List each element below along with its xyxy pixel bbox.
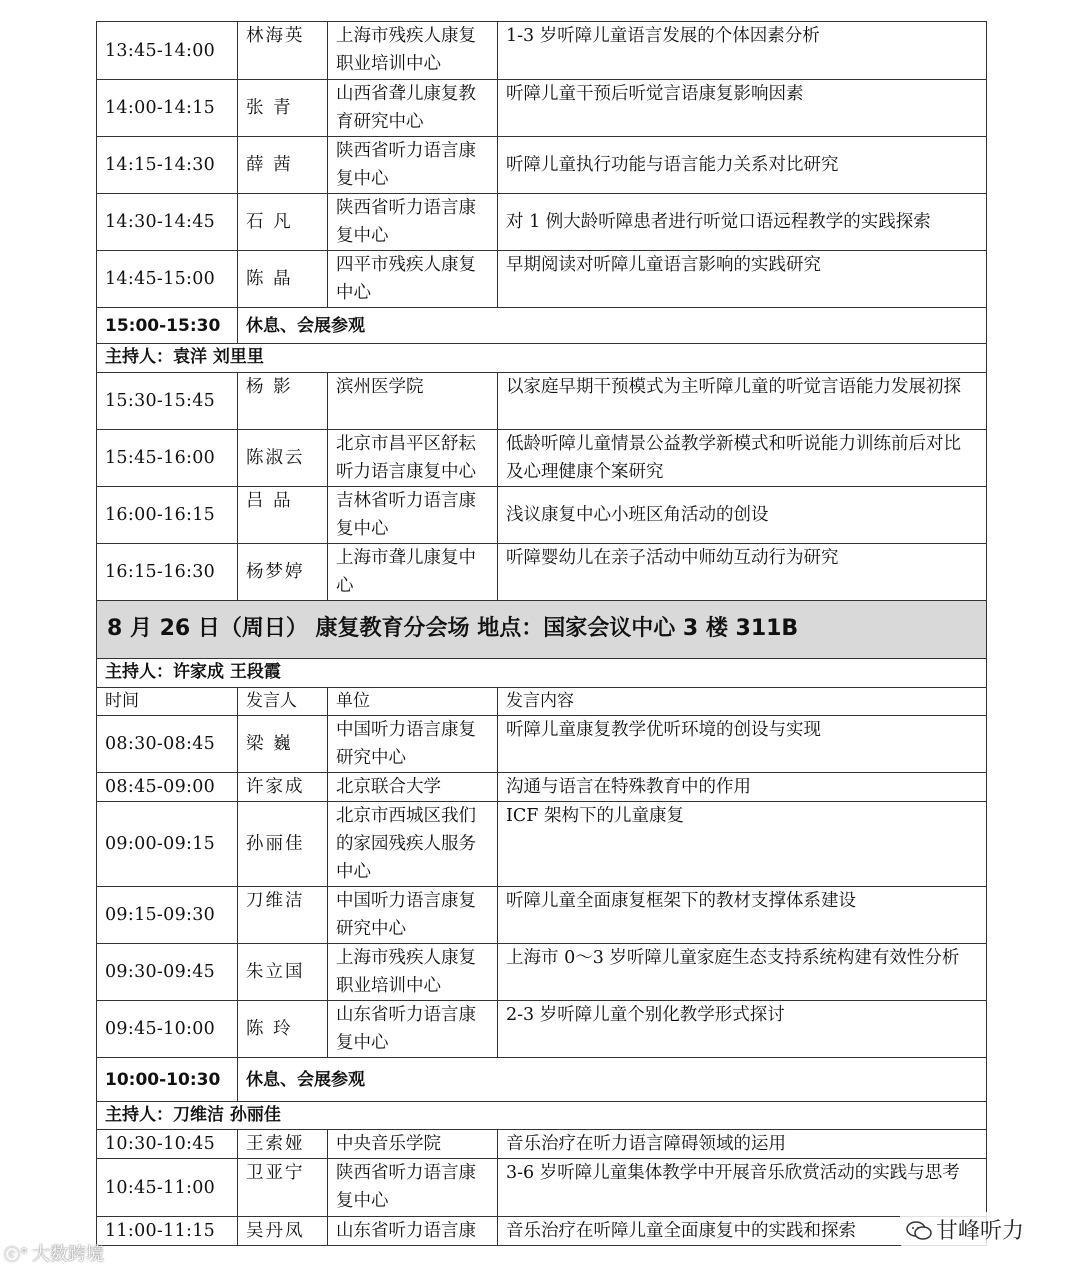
topic-cell: 听障儿童干预后听觉言语康复影响因素 <box>498 80 987 137</box>
org-cell: 中国听力语言康复研究中心 <box>328 716 498 773</box>
org-cell: 北京市昌平区舒耘听力语言康复中心 <box>328 430 498 487</box>
speaker-cell: 孙丽佳 <box>238 802 328 887</box>
org-cell: 中国听力语言康复研究中心 <box>328 887 498 944</box>
speaker-cell: 石 凡 <box>238 194 328 251</box>
time-cell: 16:00-16:15 <box>97 487 238 544</box>
table-row <box>97 773 987 802</box>
topic-cell: 听障儿童执行功能与语言能力关系对比研究 <box>498 137 987 194</box>
table-row <box>97 544 987 601</box>
table-row <box>97 1130 987 1159</box>
column-header-row <box>97 688 987 716</box>
org-cell: 四平市残疾人康复中心 <box>328 251 498 308</box>
table-row <box>97 430 987 487</box>
host-row <box>97 344 987 373</box>
org-cell: 北京市西城区我们的家园残疾人服务中心 <box>328 802 498 887</box>
speaker-cell: 薛 茜 <box>238 137 328 194</box>
org-cell: 北京联合大学 <box>328 773 498 802</box>
topic-cell: 听障儿童康复教学优听环境的创设与实现 <box>498 716 987 773</box>
time-cell: 09:15-09:30 <box>97 887 238 944</box>
speaker-cell: 许家成 <box>238 773 328 802</box>
watermark-left-text: 大数跨境 <box>32 1244 105 1265</box>
speaker-cell: 陈淑云 <box>238 430 328 487</box>
table-row <box>97 1001 987 1058</box>
column-header-topic: 发言内容 <box>498 688 987 716</box>
table-row <box>97 1217 987 1246</box>
table-row <box>97 194 987 251</box>
time-cell: 14:30-14:45 <box>97 194 238 251</box>
break-row <box>97 308 987 344</box>
time-cell: 09:45-10:00 <box>97 1001 238 1058</box>
speaker-cell: 吴丹凤 <box>238 1217 328 1246</box>
org-cell: 中央音乐学院 <box>328 1130 498 1159</box>
column-header-org: 单位 <box>328 688 498 716</box>
host-label: 主持人：袁洋 刘里里 <box>97 344 987 373</box>
section-title: 8 月 26 日（周日） 康复教育分会场 地点：国家会议中心 3 楼 311B <box>97 601 987 659</box>
table-row <box>97 22 987 80</box>
topic-cell: 音乐治疗在听力语言障碍领域的运用 <box>498 1130 987 1159</box>
topic-cell: 早期阅读对听障儿童语言影响的实践研究 <box>498 251 987 308</box>
section-header-row <box>97 601 987 659</box>
table-row <box>97 137 987 194</box>
column-header-speaker: 发言人 <box>238 688 328 716</box>
table-row <box>97 1159 987 1217</box>
schedule-page <box>96 21 986 1246</box>
speaker-cell: 刀维洁 <box>238 887 328 944</box>
org-cell: 山西省聋儿康复教育研究中心 <box>328 80 498 137</box>
topic-cell: 听障儿童全面康复框架下的教材支撑体系建设 <box>498 887 987 944</box>
table-row <box>97 716 987 773</box>
time-cell: 14:00-14:15 <box>97 80 238 137</box>
speaker-cell: 梁 巍 <box>238 716 328 773</box>
table-row <box>97 251 987 308</box>
speaker-cell: 王索娅 <box>238 1130 328 1159</box>
wechat-icon <box>906 1221 932 1241</box>
topic-cell: 2-3 岁听障儿童个别化教学形式探讨 <box>498 1001 987 1058</box>
topic-cell: 上海市 0～3 岁听障儿童家庭生态支持系统构建有效性分析 <box>498 944 987 1001</box>
table-row <box>97 802 987 887</box>
time-cell: 13:45-14:00 <box>97 22 238 80</box>
time-cell: 15:30-15:45 <box>97 373 238 430</box>
org-cell: 上海市残疾人康复职业培训中心 <box>328 944 498 1001</box>
time-cell: 15:45-16:00 <box>97 430 238 487</box>
speaker-cell: 杨梦婷 <box>238 544 328 601</box>
org-cell: 山东省听力语言康 <box>328 1217 498 1246</box>
schedule-table <box>96 21 987 1246</box>
time-cell: 09:30-09:45 <box>97 944 238 1001</box>
org-cell: 滨州医学院 <box>328 373 498 430</box>
watermark-logo-icon: ⓒ° <box>4 1245 29 1264</box>
topic-cell: 3-6 岁听障儿童集体教学中开展音乐欣赏活动的实践与思考 <box>498 1159 987 1217</box>
topic-cell: 对 1 例大龄听障患者进行听觉口语远程教学的实践探索 <box>498 194 987 251</box>
speaker-cell: 陈 晶 <box>238 251 328 308</box>
org-cell: 山东省听力语言康复中心 <box>328 1001 498 1058</box>
topic-cell: 低龄听障儿童情景公益教学新模式和听说能力训练前后对比及心理健康个案研究 <box>498 430 987 487</box>
org-cell: 陕西省听力语言康复中心 <box>328 137 498 194</box>
break-label: 休息、会展参观 <box>238 1058 987 1102</box>
watermark-left <box>4 1240 104 1266</box>
time-cell: 08:45-09:00 <box>97 773 238 802</box>
break-time: 15:00-15:30 <box>97 308 238 344</box>
org-cell: 陕西省听力语言康复中心 <box>328 1159 498 1217</box>
time-cell: 14:15-14:30 <box>97 137 238 194</box>
table-row <box>97 80 987 137</box>
topic-cell: 听障婴幼儿在亲子活动中师幼互动行为研究 <box>498 544 987 601</box>
time-cell: 16:15-16:30 <box>97 544 238 601</box>
column-header-time: 时间 <box>97 688 238 716</box>
time-cell: 14:45-15:00 <box>97 251 238 308</box>
host-label: 主持人：许家成 王段霞 <box>97 659 987 688</box>
speaker-cell: 朱立国 <box>238 944 328 1001</box>
org-cell: 上海市聋儿康复中心 <box>328 544 498 601</box>
time-cell: 08:30-08:45 <box>97 716 238 773</box>
speaker-cell: 卫亚宁 <box>238 1159 328 1217</box>
speaker-cell: 杨 影 <box>238 373 328 430</box>
org-cell: 上海市残疾人康复职业培训中心 <box>328 22 498 80</box>
host-row <box>97 1102 987 1130</box>
break-label: 休息、会展参观 <box>238 308 987 344</box>
speaker-cell: 张 青 <box>238 80 328 137</box>
time-cell: 10:30-10:45 <box>97 1130 238 1159</box>
break-row <box>97 1058 987 1102</box>
speaker-cell: 林海英 <box>238 22 328 80</box>
topic-cell: 以家庭早期干预模式为主听障儿童的听觉言语能力发展初探 <box>498 373 987 430</box>
host-row <box>97 659 987 688</box>
host-label: 主持人：刀维洁 孙丽佳 <box>97 1102 987 1130</box>
watermark-right <box>900 1212 1030 1247</box>
speaker-cell: 吕 品 <box>238 487 328 544</box>
speaker-cell: 陈 玲 <box>238 1001 328 1058</box>
time-cell: 11:00-11:15 <box>97 1217 238 1246</box>
topic-cell: 1-3 岁听障儿童语言发展的个体因素分析 <box>498 22 987 80</box>
time-cell: 10:45-11:00 <box>97 1159 238 1217</box>
org-cell: 吉林省听力语言康复中心 <box>328 487 498 544</box>
break-time: 10:00-10:30 <box>97 1058 238 1102</box>
table-row <box>97 944 987 1001</box>
table-row <box>97 887 987 944</box>
time-cell: 09:00-09:15 <box>97 802 238 887</box>
topic-cell: 浅议康复中心小班区角活动的创设 <box>498 487 987 544</box>
topic-cell: 沟通与语言在特殊教育中的作用 <box>498 773 987 802</box>
org-cell: 陕西省听力语言康复中心 <box>328 194 498 251</box>
topic-cell: ICF 架构下的儿童康复 <box>498 802 987 887</box>
table-row <box>97 373 987 430</box>
table-row <box>97 487 987 544</box>
watermark-right-text: 甘峰听力 <box>936 1219 1025 1244</box>
topic-cell: 音乐治疗在听障儿童全面康复中的实践和探索 <box>498 1217 987 1246</box>
